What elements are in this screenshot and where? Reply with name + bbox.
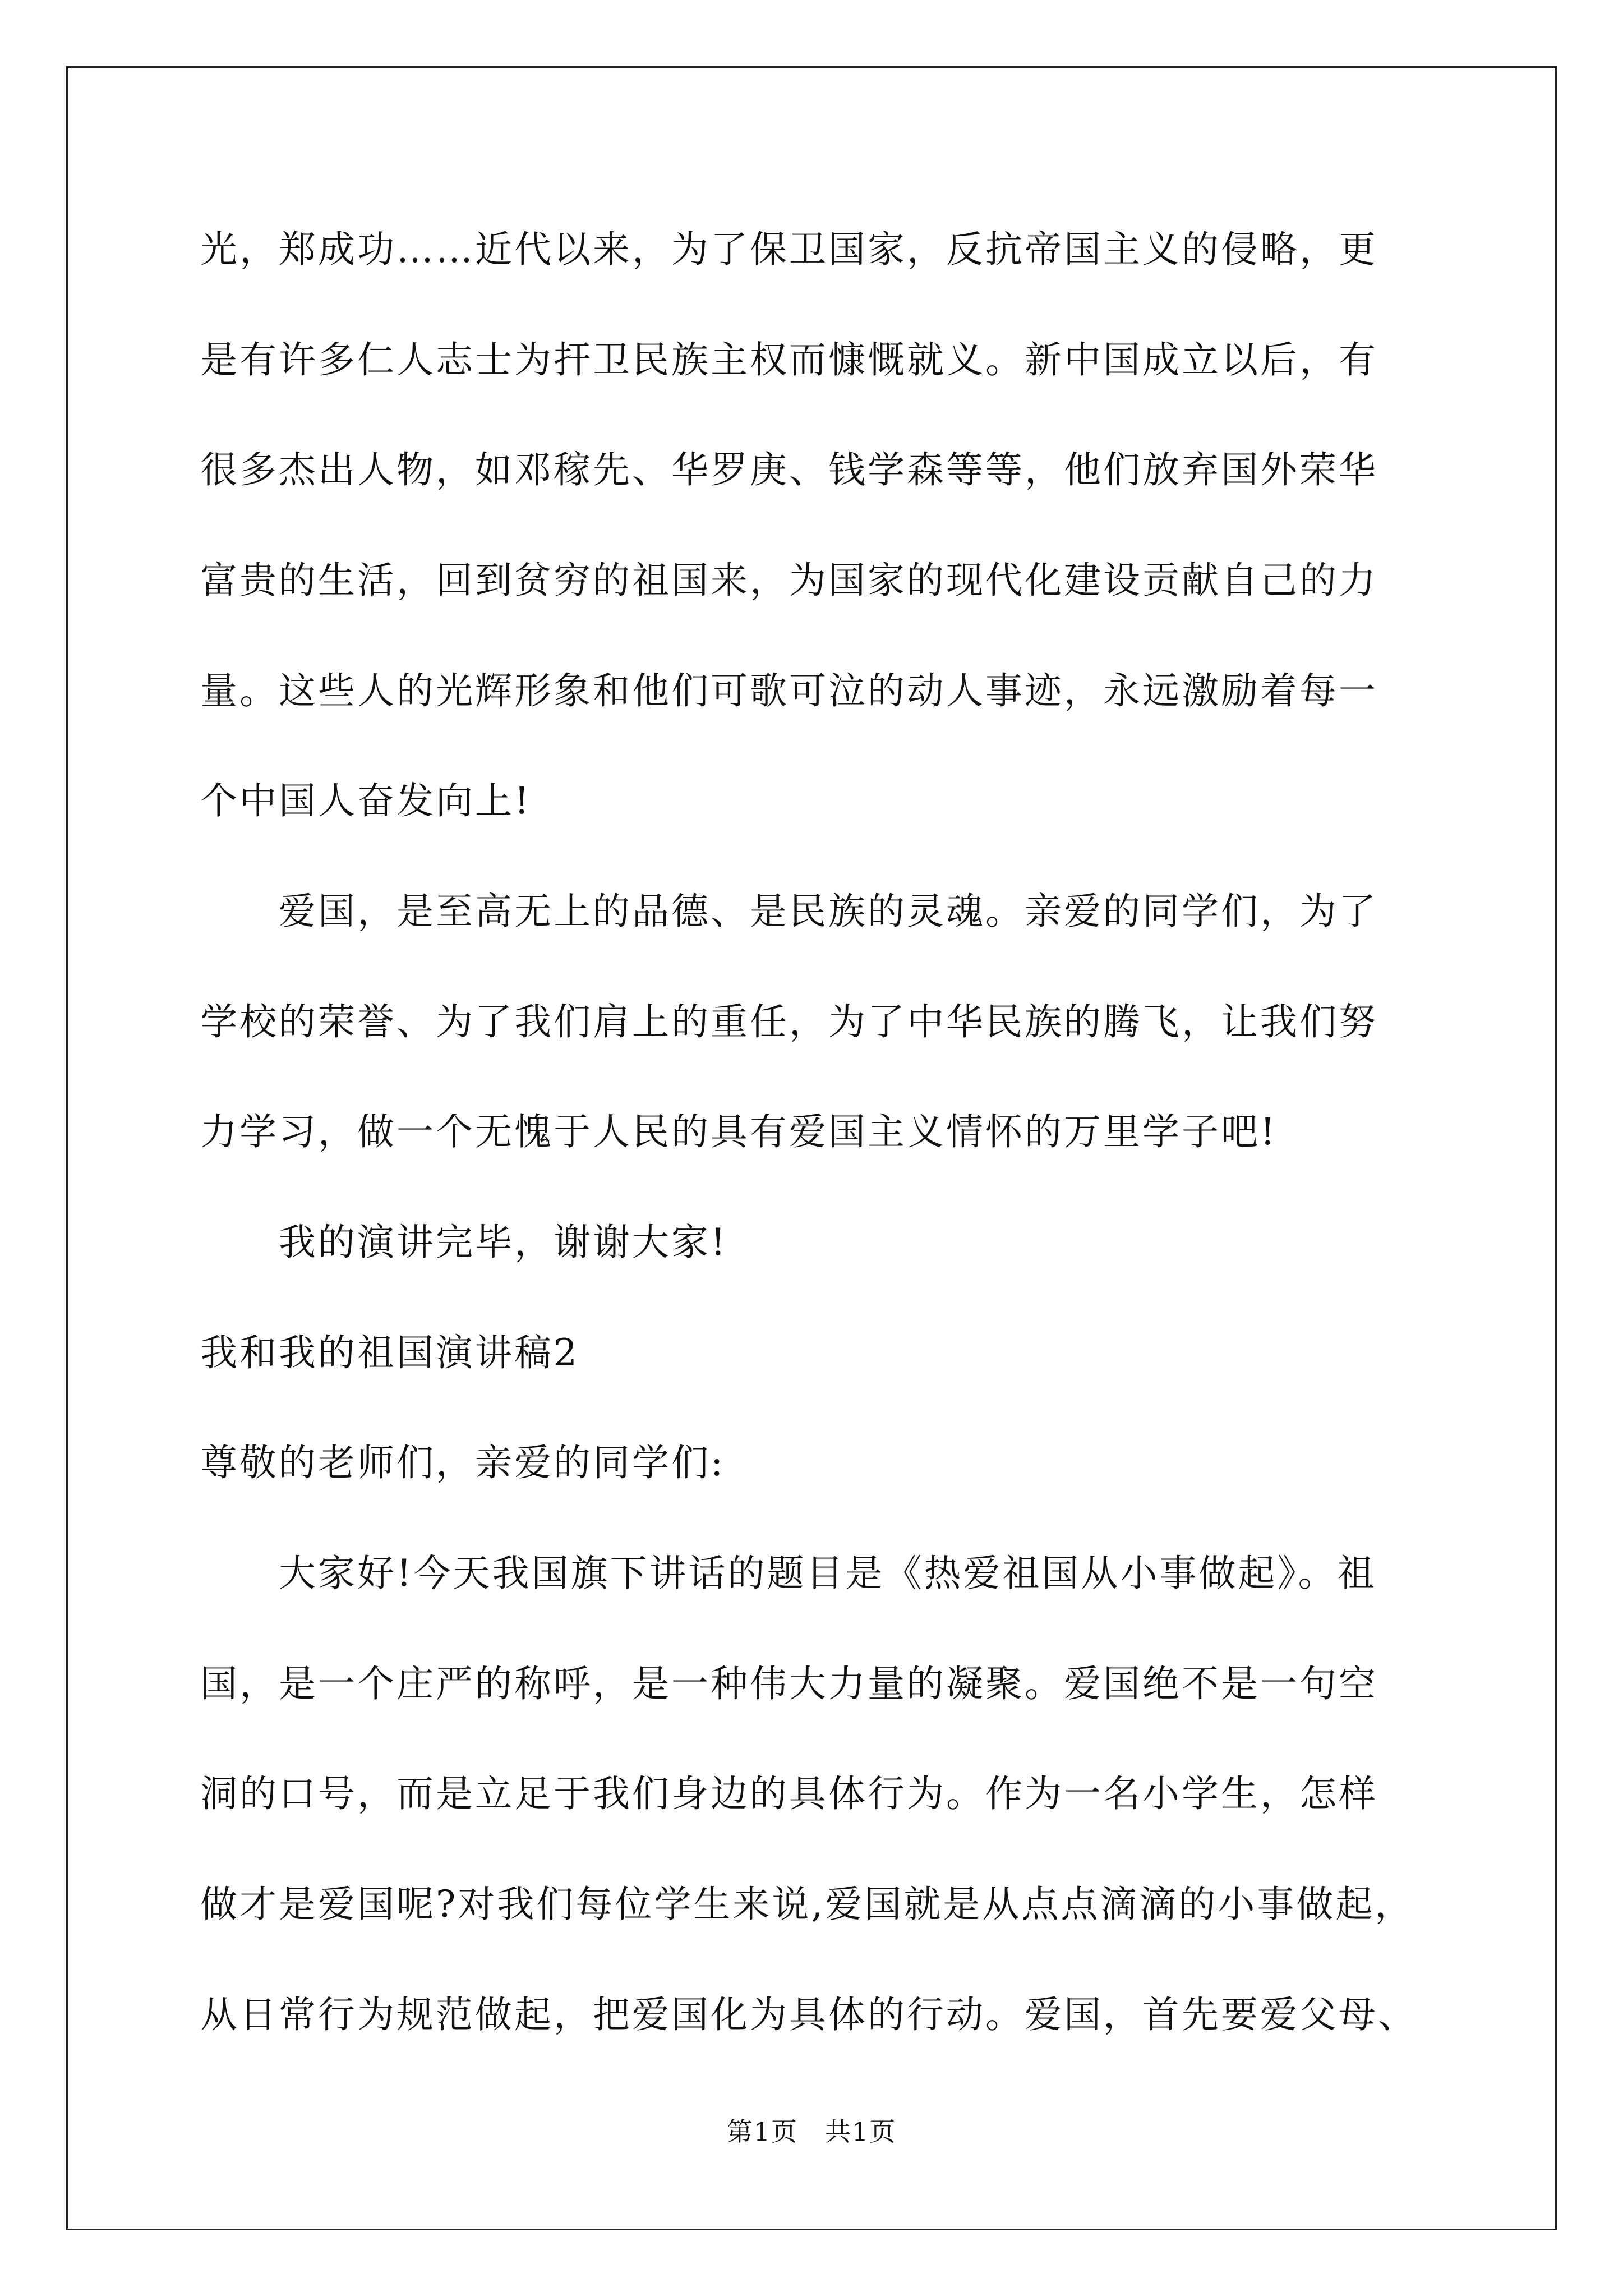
text-line: 光，郑成功……近代以来，为了保卫国家，反抗帝国主义的侵略，更 xyxy=(200,228,1378,271)
text-line: 从日常行为规范做起，把爱国化为具体的行动。爱国，首先要爱父母、 xyxy=(200,1993,1417,2036)
page-number-footer: 第1页 共1页 xyxy=(726,2116,897,2147)
text-line: 爱国，是至高无上的品德、是民族的灵魂。亲爱的同学们，为了 xyxy=(200,890,1378,933)
text-line: 做才是爱国呢?对我们每位学生来说,爱国就是从点点滴滴的小事做起， xyxy=(200,1883,1414,1926)
text-line: 国，是一个庄严的称呼，是一种伟大力量的凝聚。爱国绝不是一句空 xyxy=(200,1662,1378,1705)
salutation: 尊敬的老师们，亲爱的同学们: xyxy=(200,1441,726,1484)
text-line: 很多杰出人物，如邓稼先、华罗庚、钱学森等等，他们放弃国外荣华 xyxy=(200,448,1378,491)
text-line: 洞的口号，而是立足于我们身边的具体行为。作为一名小学生，怎样 xyxy=(200,1772,1378,1815)
text-line: 学校的荣誉、为了我们肩上的重任，为了中华民族的腾飞，让我们努 xyxy=(200,1000,1378,1043)
text-line: 是有许多仁人志士为扞卫民族主权而慷慨就义。新中国成立以后，有 xyxy=(200,338,1378,381)
text-line: 量。这些人的光辉形象和他们可歌可泣的动人事迹，永远激励着每一 xyxy=(200,669,1378,712)
text-line: 我的演讲完毕，谢谢大家! xyxy=(200,1221,728,1264)
text-line: 大家好!今天我国旗下讲话的题目是《热爱祖国从小事做起》。祖 xyxy=(200,1552,1377,1595)
text-line: 富贵的生活，回到贫穷的祖国来，为国家的现代化建设贡献自己的力 xyxy=(200,559,1378,602)
section-heading: 我和我的祖国演讲稿2 xyxy=(200,1331,579,1374)
text-line: 力学习，做一个无愧于人民的具有爱国主义情怀的万里学子吧! xyxy=(200,1110,1278,1153)
text-line: 个中国人奋发向上! xyxy=(200,779,532,822)
